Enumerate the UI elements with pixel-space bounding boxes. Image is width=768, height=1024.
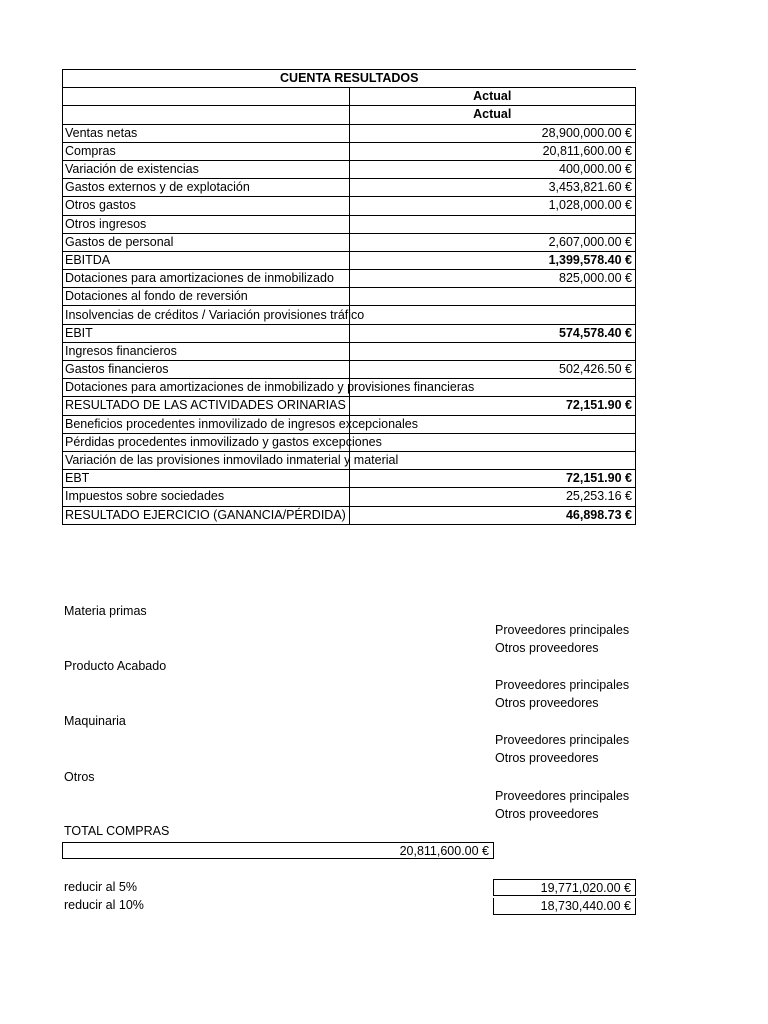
table-row xyxy=(63,506,636,524)
row-label: Gastos financieros xyxy=(63,361,350,379)
row-value xyxy=(349,215,636,233)
table-row xyxy=(63,433,636,451)
income-statement-table xyxy=(62,69,636,525)
table-row xyxy=(63,251,636,269)
header-empty-cell xyxy=(63,88,350,106)
row-label: Gastos externos y de explotación xyxy=(63,179,350,197)
total-compras-label: TOTAL COMPRAS xyxy=(64,824,170,838)
row-value: 28,900,000.00 € xyxy=(349,124,636,142)
income-statement xyxy=(62,69,636,525)
table-row xyxy=(63,306,636,324)
row-value: 1,399,578.40 € xyxy=(349,251,636,269)
row-label: Dotaciones para amortizaciones de inmobilizado y provisiones financieras xyxy=(63,379,350,397)
row-label: Otros gastos xyxy=(63,197,350,215)
table-row xyxy=(63,288,636,306)
row-value: 72,151.90 € xyxy=(349,397,636,415)
table-title: CUENTA RESULTADOS xyxy=(63,70,636,88)
purchase-category: Maquinaria xyxy=(64,714,126,728)
supplier-other: Otros proveedores xyxy=(495,641,599,655)
table-row xyxy=(63,488,636,506)
purchase-category: Producto Acabado xyxy=(64,659,167,673)
table-row xyxy=(63,324,636,342)
row-label: Dotaciones al fondo de reversión xyxy=(63,288,350,306)
row-label: Impuestos sobre sociedades xyxy=(63,488,350,506)
row-label: Dotaciones para amortizaciones de inmobilizado xyxy=(63,270,350,288)
table-row xyxy=(63,397,636,415)
row-value xyxy=(349,288,636,306)
row-value: 400,000.00 € xyxy=(349,160,636,178)
table-row xyxy=(63,270,636,288)
supplier-main: Proveedores principales xyxy=(495,678,630,692)
row-value: 1,028,000.00 € xyxy=(349,197,636,215)
supplier-other: Otros proveedores xyxy=(495,751,599,765)
row-label: Ingresos financieros xyxy=(63,342,350,360)
row-label: EBIT xyxy=(63,324,350,342)
row-label: EBITDA xyxy=(63,251,350,269)
row-value: 3,453,821.60 € xyxy=(349,179,636,197)
supplier-other: Otros proveedores xyxy=(495,807,599,821)
table-row xyxy=(63,361,636,379)
row-label: RESULTADO DE LAS ACTIVIDADES ORINARIAS xyxy=(63,397,350,415)
table-row xyxy=(63,233,636,251)
row-label: Gastos de personal xyxy=(63,233,350,251)
table-header-row xyxy=(63,88,636,106)
reduction-label: reducir al 10% xyxy=(64,898,144,912)
table-row xyxy=(63,451,636,469)
row-label: Variación de existencias xyxy=(63,160,350,178)
reduction-value: 18,730,440.00 € xyxy=(493,898,636,915)
table-title-row xyxy=(63,70,636,88)
reduction-value: 19,771,020.00 € xyxy=(493,879,636,896)
table-row xyxy=(63,197,636,215)
row-value xyxy=(349,433,636,451)
table-row xyxy=(63,142,636,160)
supplier-main: Proveedores principales xyxy=(495,623,630,637)
row-label: Insolvencias de créditos / Variación provisiones tráfico xyxy=(63,306,350,324)
supplier-main: Proveedores principales xyxy=(495,733,630,747)
column-header-actual: Actual xyxy=(349,88,636,106)
row-value: 574,578.40 € xyxy=(349,324,636,342)
table-row xyxy=(63,215,636,233)
row-label: Variación de las provisiones inmovilado inmaterial y material xyxy=(63,451,350,469)
row-value: 502,426.50 € xyxy=(349,361,636,379)
table-row xyxy=(63,160,636,178)
row-label: Otros ingresos xyxy=(63,215,350,233)
table-header-row xyxy=(63,106,636,124)
header-empty-cell xyxy=(63,106,350,124)
reduction-label: reducir al 5% xyxy=(64,880,137,894)
table-row xyxy=(63,124,636,142)
purchase-category: Materia primas xyxy=(64,604,147,618)
table-row xyxy=(63,179,636,197)
row-value: 46,898.73 € xyxy=(349,506,636,524)
table-row xyxy=(63,415,636,433)
column-header-actual: Actual xyxy=(349,106,636,124)
total-compras-value: 20,811,600.00 € xyxy=(62,842,494,859)
row-label: Beneficios procedentes inmovilizado de ingresos excepcionales xyxy=(63,415,350,433)
row-label: EBT xyxy=(63,470,350,488)
supplier-main: Proveedores principales xyxy=(495,789,630,803)
row-value: 825,000.00 € xyxy=(349,270,636,288)
row-label: Compras xyxy=(63,142,350,160)
row-value xyxy=(349,342,636,360)
row-label: Pérdidas procedentes inmovilizado y gastos excepciones xyxy=(63,433,350,451)
row-value xyxy=(349,306,636,324)
row-label: Ventas netas xyxy=(63,124,350,142)
table-row xyxy=(63,470,636,488)
row-value: 20,811,600.00 € xyxy=(349,142,636,160)
row-value: 2,607,000.00 € xyxy=(349,233,636,251)
row-value: 72,151.90 € xyxy=(349,470,636,488)
supplier-other: Otros proveedores xyxy=(495,696,599,710)
row-value: 25,253.16 € xyxy=(349,488,636,506)
table-row xyxy=(63,342,636,360)
purchase-category: Otros xyxy=(64,770,95,784)
table-row xyxy=(63,379,636,397)
row-label: RESULTADO EJERCICIO (GANANCIA/PÉRDIDA) xyxy=(63,506,350,524)
